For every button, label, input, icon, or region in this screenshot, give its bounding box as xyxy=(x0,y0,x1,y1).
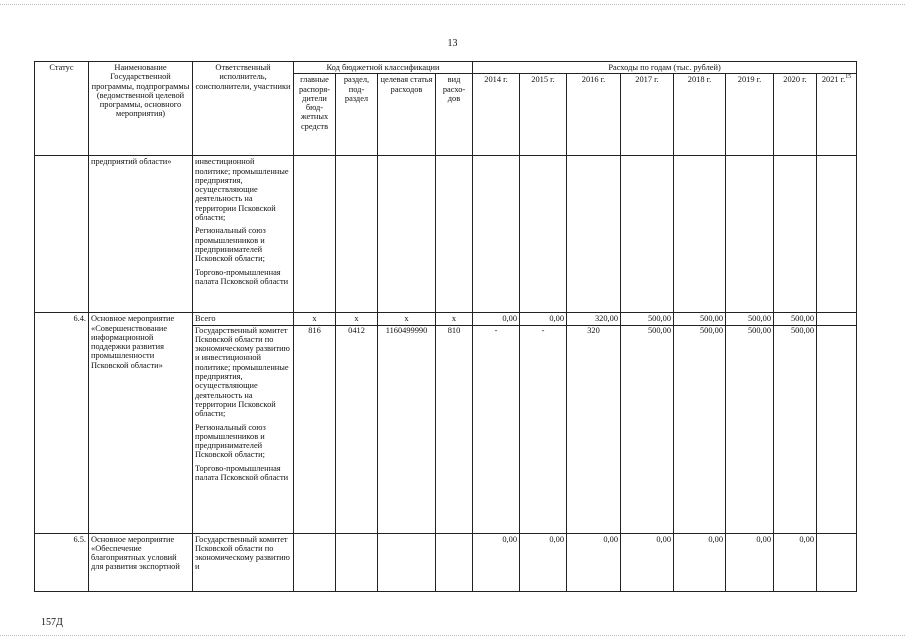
row-6-4-value-2019: 500,00 xyxy=(726,325,774,533)
header-program-name: Наименование Государственной программы, подпрограммы (ведомственной целевой программы, основного мероприятия) xyxy=(89,62,193,156)
header-year-2017: 2017 г. xyxy=(621,74,674,156)
header-year-2019: 2019 г. xyxy=(726,74,774,156)
row-6-4-value-2017: 500,00 xyxy=(621,325,674,533)
header-code-section: раздел, под-раздел xyxy=(336,74,378,156)
header-expenses-group: Расходы по годам (тыс. рублей) xyxy=(473,62,857,74)
header-code-target-article: целевая статья расходов xyxy=(378,74,436,156)
row-6-4-code-section: 0412 xyxy=(336,325,378,533)
row-6-4-total-code: x xyxy=(378,313,436,325)
header-row-1 xyxy=(35,62,857,74)
header-code-expense-type: вид расхо-дов xyxy=(436,74,473,156)
cont-cell xyxy=(473,156,520,313)
cont-cell xyxy=(774,156,817,313)
row-6-5-value-2018: 0,00 xyxy=(674,533,726,591)
cont-cell xyxy=(294,156,336,313)
cont-cell xyxy=(520,156,567,313)
row-6-4-status: 6.4. xyxy=(35,313,89,533)
header-year-2014: 2014 г. xyxy=(473,74,520,156)
page-number: 13 xyxy=(447,38,458,49)
year-2021-label: 2021 г. xyxy=(821,75,846,85)
cont-cell xyxy=(378,156,436,313)
row-6-4-responsible-cell xyxy=(193,325,294,533)
cont-responsible-text-3: Торгово-промышленная палата Псковской области xyxy=(195,267,289,286)
table-row-6-4-total xyxy=(35,313,857,325)
row-6-5-status: 6.5. xyxy=(35,533,89,591)
row-6-4-total-2015: 0,00 xyxy=(520,313,567,325)
cont-name-cell: предприятий области» xyxy=(89,156,193,313)
row-6-5-value-2020: 0,00 xyxy=(774,533,817,591)
row-6-4-total-2021 xyxy=(817,313,857,325)
cont-responsible-cell xyxy=(193,156,294,313)
row-6-5-value-2016: 0,00 xyxy=(567,533,621,591)
row-6-5-value-2015: 0,00 xyxy=(520,533,567,591)
scan-edge-top xyxy=(0,4,905,5)
row-6-5-value-2019: 0,00 xyxy=(726,533,774,591)
cont-cell xyxy=(336,156,378,313)
cont-cell xyxy=(436,156,473,313)
cont-cell xyxy=(726,156,774,313)
cont-responsible-text-2: Региональный союз промышленников и предпринимателей Псковской области; xyxy=(195,226,266,264)
row-6-5-code xyxy=(336,533,378,591)
cont-cell xyxy=(567,156,621,313)
row-6-5-code xyxy=(294,533,336,591)
row-6-4-total-2020: 500,00 xyxy=(774,313,817,325)
header-status: Статус xyxy=(35,62,89,156)
budget-table xyxy=(34,61,857,592)
row-6-5-value-2014: 0,00 xyxy=(473,533,520,591)
cont-cell xyxy=(621,156,674,313)
row-6-4-total-label: Всего xyxy=(193,313,294,325)
header-budget-code-group: Код бюджетной классификации xyxy=(294,62,473,74)
footnote-mark: 15 xyxy=(845,74,852,81)
header-code-main-manager: главные распоря-дители бюд-жетных средств xyxy=(294,74,336,156)
scan-edge-bottom xyxy=(0,635,905,636)
row-6-4-value-2018: 500,00 xyxy=(674,325,726,533)
row-6-5-responsible: Государственный комитет Псковской области по экономическому развитию и xyxy=(193,533,294,591)
header-year-2015: 2015 г. xyxy=(520,74,567,156)
row-6-4-responsible-text-2: Региональный союз промышленников и предпринимателей Псковской области; xyxy=(195,422,266,460)
header-year-2016: 2016 г. xyxy=(567,74,621,156)
cont-cell xyxy=(674,156,726,313)
header-year-2020: 2020 г. xyxy=(774,74,817,156)
row-6-4-value-2014: - xyxy=(473,325,520,533)
row-6-4-total-2016: 320,00 xyxy=(567,313,621,325)
cont-responsible-text-1: инвестиционной политике; промышленные предприятия, осуществляющие деятельность на территории Псковской области; xyxy=(195,157,289,223)
row-6-4-value-2021 xyxy=(817,325,857,533)
row-6-4-value-2020: 500,00 xyxy=(774,325,817,533)
row-6-4-value-2015: - xyxy=(520,325,567,533)
row-6-4-total-code: x xyxy=(336,313,378,325)
row-6-4-total-code: x xyxy=(436,313,473,325)
row-6-4-responsible-text-3: Торгово-промышленная палата Псковской области xyxy=(195,463,289,483)
row-6-4-total-2018: 500,00 xyxy=(674,313,726,325)
row-6-5-name: Основное мероприятие «Обеспечение благоприятных условий для развития экспортной xyxy=(89,533,193,591)
row-6-5-value-2021 xyxy=(817,533,857,591)
row-6-4-total-2014: 0,00 xyxy=(473,313,520,325)
header-responsible: Ответственный исполнитель, соисполнители, участники xyxy=(193,62,294,156)
row-6-4-total-2017: 500,00 xyxy=(621,313,674,325)
header-year-2018: 2018 г. xyxy=(674,74,726,156)
cont-cell xyxy=(817,156,857,313)
row-6-4-value-2016: 320 xyxy=(567,325,621,533)
row-6-4-code-article: 1160499990 xyxy=(378,325,436,533)
table-row-continuation xyxy=(35,156,857,313)
table-row-6-5 xyxy=(35,533,857,591)
row-6-4-total-code: x xyxy=(294,313,336,325)
row-6-4-code-manager: 816 xyxy=(294,325,336,533)
row-6-5-code xyxy=(436,533,473,591)
footer-code: 157Д xyxy=(41,617,63,628)
header-year-2021 xyxy=(817,74,857,156)
row-6-5-code xyxy=(378,533,436,591)
row-6-4-total-2019: 500,00 xyxy=(726,313,774,325)
row-6-4-code-type: 810 xyxy=(436,325,473,533)
row-6-4-responsible-text-1: Государственный комитет Псковской области по экономическому развитию и инвестиционной политике; промышленные предприятия, осуществляющие деятельность на территории Псковской области; xyxy=(195,325,290,419)
row-6-4-name: Основное мероприятие «Совершенствование информационной поддержки развития промышленности Псковской области» xyxy=(89,313,193,533)
cont-status-cell xyxy=(35,156,89,313)
row-6-5-value-2017: 0,00 xyxy=(621,533,674,591)
